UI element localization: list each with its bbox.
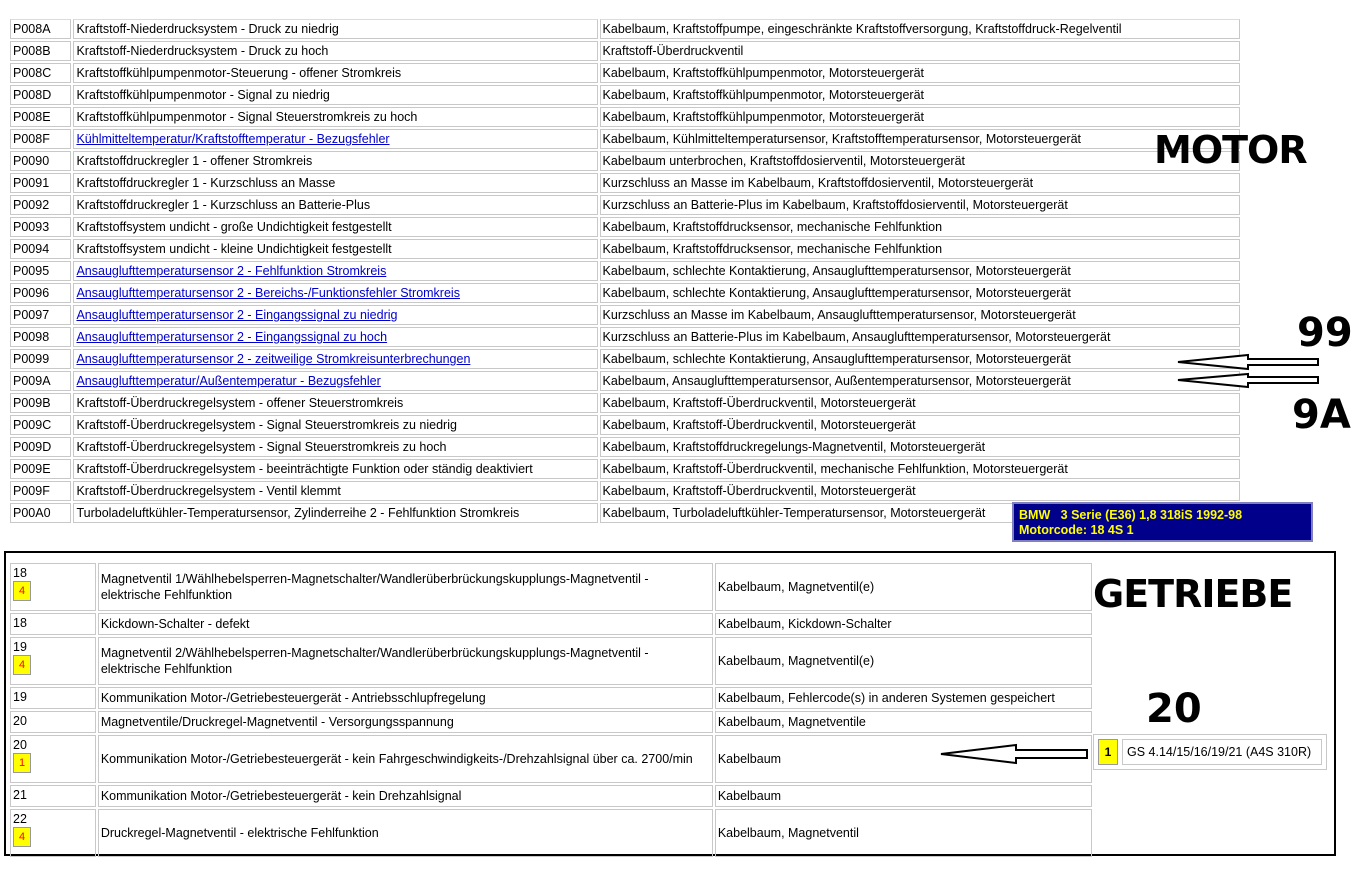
dtc-code: P009E — [10, 459, 71, 479]
gear-code: 19 — [13, 640, 27, 654]
table-row — [10, 459, 1240, 479]
gear-cause: Kabelbaum, Kickdown-Schalter — [715, 613, 1092, 635]
dtc-cause: Kurzschluss an Masse im Kabelbaum, Kraftstoffdosierventil, Motorsteuergerät — [600, 173, 1240, 193]
dtc-cause: Kabelbaum, Kraftstoff-Überdruckventil, Motorsteuergerät — [600, 481, 1240, 501]
vehicle-info-box — [1012, 502, 1313, 542]
dtc-cause: Kabelbaum, Kraftstoff-Überdruckventil, Motorsteuergerät — [600, 393, 1240, 413]
dtc-cause: Kabelbaum, Turboladeluftkühler-Temperatursensor, Motorsteuergerät — [600, 503, 1240, 523]
gear-code-cell — [10, 711, 96, 733]
table-row — [10, 19, 1240, 39]
dtc-description — [73, 283, 597, 303]
dtc-cause: Kabelbaum, Kraftstoff-Überdruckventil, mechanische Fehlfunktion, Motorsteuergerät — [600, 459, 1240, 479]
dtc-description — [73, 261, 597, 281]
gear-description: Kommunikation Motor-/Getriebesteuergerät - kein Fahrgeschwindigkeits-/Drehzahlsignal über ca. 2700/min — [98, 735, 713, 783]
dtc-description — [73, 129, 597, 149]
table-row — [10, 173, 1240, 193]
getriebe-section-label: GETRIEBE — [1093, 572, 1293, 616]
dtc-description: Turboladeluftkühler-Temperatursensor, Zylinderreihe 2 - Fehlfunktion Stromkreis — [73, 503, 597, 523]
dtc-description-link[interactable]: Ansauglufttemperatursensor 2 - zeitweilige Stromkreisunterbrechungen — [76, 352, 471, 366]
dtc-code: P0094 — [10, 239, 71, 259]
dtc-description-link[interactable]: Ansauglufttemperatursensor 2 - Eingangssignal zu niedrig — [76, 308, 398, 322]
dtc-code: P0091 — [10, 173, 71, 193]
dtc-cause: Kabelbaum, Kraftstoffkühlpumpenmotor, Motorsteuergerät — [600, 107, 1240, 127]
dtc-code: P0096 — [10, 283, 71, 303]
transmission-model: GS 4.14/15/16/19/21 (A4S 310R) — [1122, 739, 1322, 765]
table-row — [10, 563, 1092, 611]
gear-code-cell — [10, 785, 96, 807]
dtc-code: P009D — [10, 437, 71, 457]
severity-badge: 1 — [13, 753, 31, 773]
gear-cause: Kabelbaum, Magnetventil(e) — [715, 563, 1092, 611]
table-row — [10, 735, 1092, 783]
dtc-description — [73, 349, 597, 369]
table-row — [10, 305, 1240, 325]
dtc-cause: Kabelbaum, schlechte Kontaktierung, Ansauglufttemperatursensor, Motorsteuergerät — [600, 283, 1240, 303]
dtc-description — [73, 371, 597, 391]
dtc-code: P0093 — [10, 217, 71, 237]
dtc-description: Kraftstoff-Überdruckregelsystem - offener Steuerstromkreis — [73, 393, 597, 413]
gear-code-cell — [10, 563, 96, 611]
gear-code: 20 — [13, 738, 27, 752]
gear-code-cell — [10, 809, 96, 857]
dtc-description: Kraftstoffkühlpumpenmotor-Steuerung - offener Stromkreis — [73, 63, 597, 83]
dtc-code: P009A — [10, 371, 71, 391]
annotation-9a: 9A — [1292, 392, 1351, 438]
dtc-description-link[interactable]: Kühlmitteltemperatur/Kraftstofftemperatur - Bezugsfehler — [76, 132, 390, 146]
gear-cause: Kabelbaum, Magnetventile — [715, 711, 1092, 733]
dtc-description: Kraftstoffdruckregler 1 - Kurzschluss an Masse — [73, 173, 597, 193]
gear-description: Kickdown-Schalter - defekt — [98, 613, 713, 635]
dtc-description-link[interactable]: Ansauglufttemperatur/Außentemperatur - Bezugsfehler — [76, 374, 381, 388]
dtc-description-link[interactable]: Ansauglufttemperatursensor 2 - Fehlfunktion Stromkreis — [76, 264, 387, 278]
dtc-description: Kraftstoff-Überdruckregelsystem - Ventil klemmt — [73, 481, 597, 501]
dtc-description: Kraftstoff-Niederdrucksystem - Druck zu niedrig — [73, 19, 597, 39]
dtc-description — [73, 327, 597, 347]
gear-code: 19 — [13, 690, 27, 704]
dtc-description: Kraftstoff-Niederdrucksystem - Druck zu hoch — [73, 41, 597, 61]
table-row — [10, 41, 1240, 61]
table-row — [10, 637, 1092, 685]
severity-badge: 4 — [13, 581, 31, 601]
gear-description: Kommunikation Motor-/Getriebesteuergerät - kein Drehzahlsignal — [98, 785, 713, 807]
gear-code: 22 — [13, 812, 27, 826]
dtc-code: P009C — [10, 415, 71, 435]
dtc-code: P008D — [10, 85, 71, 105]
gear-code-cell — [10, 637, 96, 685]
arrow-left-icon — [1178, 354, 1320, 372]
table-row — [10, 239, 1240, 259]
table-row — [10, 437, 1240, 457]
dtc-cause: Kabelbaum unterbrochen, Kraftstoffdosierventil, Motorsteuergerät — [600, 151, 1240, 171]
dtc-description: Kraftstoffdruckregler 1 - Kurzschluss an Batterie-Plus — [73, 195, 597, 215]
dtc-cause: Kabelbaum, Ansauglufttemperatursensor, Außentemperatursensor, Motorsteuergerät — [600, 371, 1240, 391]
dtc-code: P009F — [10, 481, 71, 501]
dtc-code: P008F — [10, 129, 71, 149]
gear-code: 21 — [13, 788, 27, 802]
model-badge: 1 — [1098, 739, 1118, 765]
table-row — [10, 613, 1092, 635]
table-row — [10, 85, 1240, 105]
table-row — [10, 785, 1092, 807]
dtc-description: Kraftstoff-Überdruckregelsystem - beeinträchtigte Funktion oder ständig deaktiviert — [73, 459, 597, 479]
table-row — [10, 261, 1240, 281]
table-row — [10, 415, 1240, 435]
gear-cause: Kabelbaum — [715, 785, 1092, 807]
dtc-description: Kraftstoffkühlpumpenmotor - Signal zu niedrig — [73, 85, 597, 105]
table-row — [10, 349, 1240, 369]
dtc-description: Kraftstoff-Überdruckregelsystem - Signal Steuerstromkreis zu niedrig — [73, 415, 597, 435]
gear-cause: Kabelbaum — [715, 735, 1092, 783]
dtc-description — [73, 305, 597, 325]
dtc-cause: Kurzschluss an Masse im Kabelbaum, Ansauglufttemperatursensor, Motorsteuergerät — [600, 305, 1240, 325]
table-row — [10, 107, 1240, 127]
dtc-cause: Kabelbaum, Kraftstoffpumpe, eingeschränkte Kraftstoffversorgung, Kraftstoffdruck-Regelventil — [600, 19, 1240, 39]
dtc-code: P0090 — [10, 151, 71, 171]
dtc-cause: Kurzschluss an Batterie-Plus im Kabelbaum, Ansauglufttemperatursensor, Motorsteuergerät — [600, 327, 1240, 347]
arrow-left-icon — [940, 743, 1090, 765]
motor-dtc-table — [8, 17, 1242, 525]
dtc-cause: Kabelbaum, schlechte Kontaktierung, Ansauglufttemperatursensor, Motorsteuergerät — [600, 261, 1240, 281]
table-row — [10, 393, 1240, 413]
gear-code-cell — [10, 687, 96, 709]
table-row — [10, 217, 1240, 237]
gear-code-cell — [10, 613, 96, 635]
dtc-description: Kraftstoffdruckregler 1 - offener Stromkreis — [73, 151, 597, 171]
dtc-description-link[interactable]: Ansauglufttemperatursensor 2 - Eingangssignal zu hoch — [76, 330, 388, 344]
gear-code-cell — [10, 735, 96, 783]
dtc-code: P0095 — [10, 261, 71, 281]
dtc-code: P008A — [10, 19, 71, 39]
dtc-code: P0099 — [10, 349, 71, 369]
severity-badge: 4 — [13, 655, 31, 675]
engine-code: Motorcode: 18 4S 1 — [1019, 523, 1134, 537]
table-row — [10, 129, 1240, 149]
dtc-description: Kraftstoffkühlpumpenmotor - Signal Steuerstromkreis zu hoch — [73, 107, 597, 127]
table-row — [10, 151, 1240, 171]
transmission-model-box — [1093, 734, 1327, 770]
dtc-cause: Kabelbaum, Kraftstoff-Überdruckventil, Motorsteuergerät — [600, 415, 1240, 435]
dtc-code: P008B — [10, 41, 71, 61]
gear-cause: Kabelbaum, Magnetventil(e) — [715, 637, 1092, 685]
table-row — [10, 371, 1240, 391]
dtc-cause: Kabelbaum, Kühlmitteltemperatursensor, Kraftstofftemperatursensor, Motorsteuergerät — [600, 129, 1240, 149]
dtc-cause: Kraftstoff-Überdruckventil — [600, 41, 1240, 61]
annotation-20: 20 — [1146, 686, 1202, 732]
dtc-description: Kraftstoffsystem undicht - kleine Undichtigkeit festgestellt — [73, 239, 597, 259]
table-row — [10, 687, 1092, 709]
gear-description: Magnetventil 1/Wählhebelsperren-Magnetschalter/Wandlerüberbrückungskupplungs-Magnetventil - elektrische Fehlfunktion — [98, 563, 713, 611]
dtc-code: P00A0 — [10, 503, 71, 523]
dtc-code: P009B — [10, 393, 71, 413]
table-row — [10, 711, 1092, 733]
gear-code: 18 — [13, 616, 27, 630]
table-row — [10, 195, 1240, 215]
gear-code: 20 — [13, 714, 27, 728]
dtc-code: P0097 — [10, 305, 71, 325]
dtc-cause: Kabelbaum, Kraftstoffdrucksensor, mechanische Fehlfunktion — [600, 217, 1240, 237]
gear-description: Magnetventile/Druckregel-Magnetventil - Versorgungsspannung — [98, 711, 713, 733]
arrow-left-icon — [1178, 372, 1320, 390]
gear-description: Kommunikation Motor-/Getriebesteuergerät - Antriebsschlupfregelung — [98, 687, 713, 709]
dtc-description: Kraftstoff-Überdruckregelsystem - Signal Steuerstromkreis zu hoch — [73, 437, 597, 457]
vehicle-model: BMW 3 Serie (E36) 1,8 318iS 1992-98 — [1019, 508, 1243, 522]
gear-description: Druckregel-Magnetventil - elektrische Fehlfunktion — [98, 809, 713, 857]
motor-section-label: MOTOR — [1154, 128, 1307, 172]
dtc-description: Kraftstoffsystem undicht - große Undichtigkeit festgestellt — [73, 217, 597, 237]
gear-description: Magnetventil 2/Wählhebelsperren-Magnetschalter/Wandlerüberbrückungskupplungs-Magnetventil - elektrische Fehlfunktion — [98, 637, 713, 685]
dtc-code: P008E — [10, 107, 71, 127]
dtc-cause: Kabelbaum, Kraftstoffkühlpumpenmotor, Motorsteuergerät — [600, 63, 1240, 83]
getriebe-dtc-table — [8, 561, 1094, 859]
dtc-code: P008C — [10, 63, 71, 83]
dtc-code: P0098 — [10, 327, 71, 347]
dtc-cause: Kabelbaum, Kraftstoffdrucksensor, mechanische Fehlfunktion — [600, 239, 1240, 259]
severity-badge: 4 — [13, 827, 31, 847]
table-row — [10, 283, 1240, 303]
dtc-code: P0092 — [10, 195, 71, 215]
gear-cause: Kabelbaum, Fehlercode(s) in anderen Systemen gespeichert — [715, 687, 1092, 709]
dtc-cause: Kurzschluss an Batterie-Plus im Kabelbaum, Kraftstoffdosierventil, Motorsteuergerät — [600, 195, 1240, 215]
gear-code: 18 — [13, 566, 27, 580]
dtc-cause: Kabelbaum, schlechte Kontaktierung, Ansauglufttemperatursensor, Motorsteuergerät — [600, 349, 1240, 369]
gear-cause: Kabelbaum, Magnetventil — [715, 809, 1092, 857]
dtc-description-link[interactable]: Ansauglufttemperatursensor 2 - Bereichs-/Funktionsfehler Stromkreis — [76, 286, 460, 300]
annotation-99: 99 — [1297, 310, 1353, 356]
table-row — [10, 327, 1240, 347]
table-row — [10, 809, 1092, 857]
table-row — [10, 63, 1240, 83]
dtc-cause: Kabelbaum, Kraftstoffkühlpumpenmotor, Motorsteuergerät — [600, 85, 1240, 105]
table-row — [10, 481, 1240, 501]
dtc-cause: Kabelbaum, Kraftstoffdruckregelungs-Magnetventil, Motorsteuergerät — [600, 437, 1240, 457]
